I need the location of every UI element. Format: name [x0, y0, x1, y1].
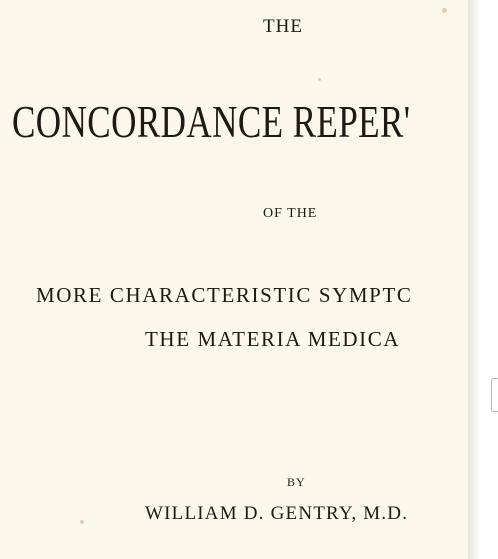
author-name: WILLIAM D. GENTRY, M.D. [145, 503, 409, 524]
page-edge-shadow [468, 0, 480, 559]
subtitle-line-1: MORE CHARACTERISTIC SYMPTC [36, 283, 413, 307]
byline-prefix: BY [287, 475, 306, 489]
book-title: CONCORDANCE REPER' [12, 97, 411, 147]
paper-speck [318, 78, 321, 81]
subtitle-line-2: THE MATERIA MEDICA [145, 327, 401, 351]
paper-speck [80, 520, 84, 524]
title-connector: OF THE [263, 206, 318, 221]
paper-speck [442, 8, 447, 13]
scrollbar-thumb[interactable] [491, 378, 498, 412]
title-prefix: THE [263, 16, 303, 37]
scrollbar-track[interactable] [480, 0, 498, 559]
